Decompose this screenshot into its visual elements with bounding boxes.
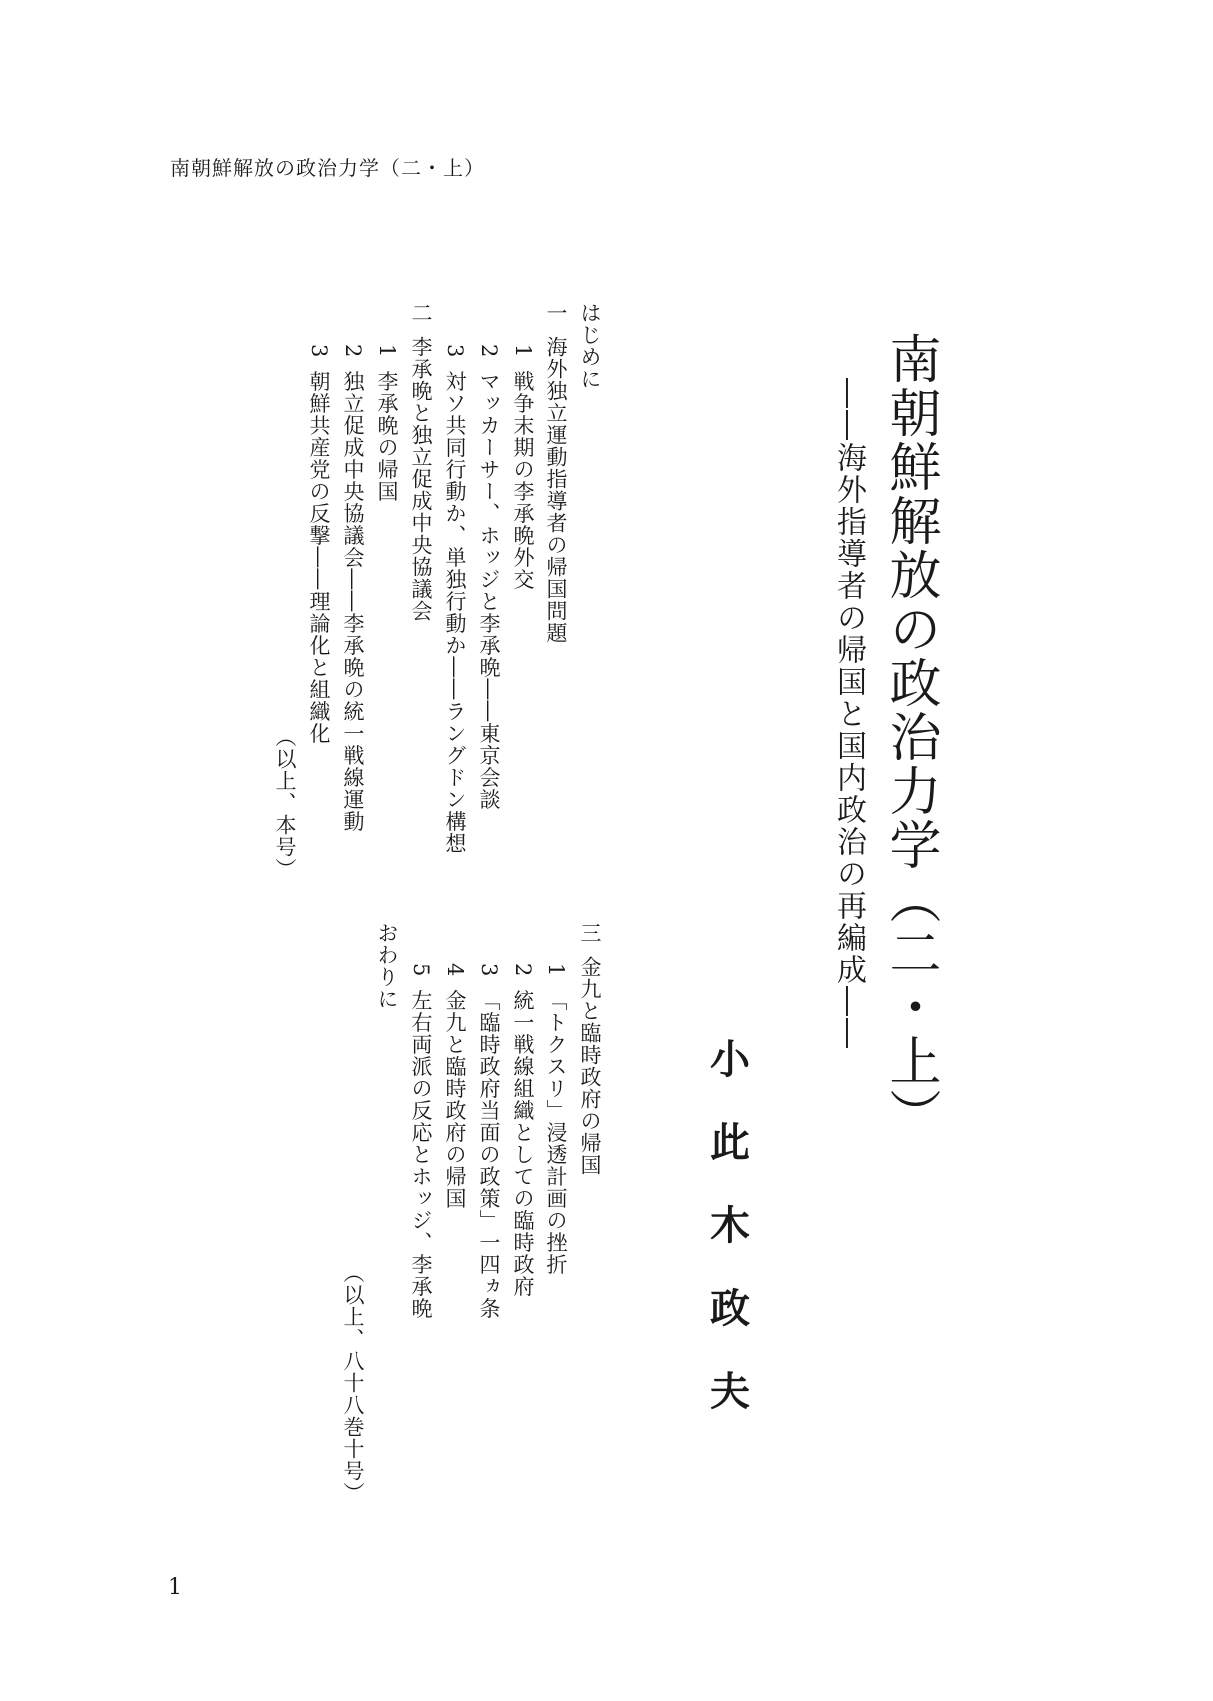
toc-text: マッカーサー、ホッジと李承晩――東京会談 bbox=[477, 370, 501, 811]
toc-num: 二 bbox=[409, 302, 433, 324]
toc-num: 3 bbox=[443, 344, 467, 359]
toc-note bbox=[268, 726, 302, 880]
toc-num: 1 bbox=[544, 963, 568, 978]
toc-entry bbox=[438, 963, 472, 1209]
toc-text: おわりに bbox=[375, 922, 399, 1010]
author-char: 小 bbox=[710, 1036, 750, 1083]
toc-text: 李承晩と独立促成中央協議会 bbox=[409, 336, 433, 622]
toc-entry bbox=[472, 344, 506, 810]
toc-entry bbox=[573, 922, 607, 1176]
toc-entry bbox=[438, 344, 472, 854]
article-title: 南朝鮮解放の政治力学（二・上） bbox=[880, 332, 940, 1142]
toc-text: 金九と臨時政府の帰国 bbox=[443, 989, 467, 1210]
toc-entry bbox=[539, 302, 573, 644]
toc-entry bbox=[336, 344, 370, 832]
toc-text: 海外独立運動指導者の帰国問題 bbox=[544, 336, 568, 644]
toc-num: 1 bbox=[375, 344, 399, 359]
toc-entry bbox=[370, 344, 404, 502]
toc-note bbox=[336, 1262, 370, 1504]
toc-num: 4 bbox=[443, 963, 467, 978]
toc-text: （以上、本号） bbox=[273, 726, 297, 880]
toc-entry bbox=[370, 922, 404, 1010]
toc-num: 3 bbox=[307, 344, 331, 359]
author-char: 政 bbox=[710, 1285, 750, 1332]
toc-text: 「臨時政府当面の政策」一四ヵ条 bbox=[477, 989, 501, 1320]
toc-text: 独立促成中央協議会――李承晩の統一戦線運動 bbox=[341, 370, 365, 833]
toc-text: 朝鮮共産党の反撃――理論化と組織化 bbox=[307, 370, 331, 745]
toc-num: 2 bbox=[341, 344, 365, 359]
toc-text: 統一戦線組織としての臨時政府 bbox=[511, 989, 535, 1298]
author-name bbox=[700, 1018, 760, 1433]
toc-entry bbox=[506, 344, 540, 590]
article-subtitle: ――海外指導者の帰国と国内政治の再編成―― bbox=[831, 378, 866, 1050]
toc-entry bbox=[404, 302, 438, 622]
toc-text: （以上、八十八巻十号） bbox=[341, 1262, 365, 1504]
toc-num: 5 bbox=[409, 963, 433, 978]
toc-entry bbox=[302, 344, 336, 744]
toc-entry bbox=[573, 302, 607, 390]
toc-text: 李承晩の帰国 bbox=[375, 370, 399, 503]
author-char: 夫 bbox=[710, 1368, 750, 1415]
toc-text: 金九と臨時政府の帰国 bbox=[578, 956, 602, 1176]
toc-entry bbox=[539, 963, 573, 1275]
toc-text: 戦争末期の李承晩外交 bbox=[511, 370, 535, 591]
toc-entry bbox=[404, 963, 438, 1319]
toc-num: 1 bbox=[511, 344, 535, 359]
toc-entry bbox=[506, 963, 540, 1297]
toc-num: 3 bbox=[477, 963, 501, 978]
page-number: 1 bbox=[168, 1575, 182, 1600]
toc-entry bbox=[472, 963, 506, 1319]
author-char: 此 bbox=[710, 1119, 750, 1166]
author-char: 木 bbox=[710, 1202, 750, 1249]
toc-text: 「トクスリ」浸透計画の挫折 bbox=[544, 989, 568, 1276]
toc-num: 2 bbox=[477, 344, 501, 359]
toc-num: 三 bbox=[578, 922, 602, 944]
toc-text: 対ソ共同行動か、単独行動か――ラングドン構想 bbox=[443, 370, 467, 855]
toc-num: 一 bbox=[544, 302, 568, 324]
toc-num: 2 bbox=[511, 963, 535, 978]
running-head: 南朝鮮解放の政治力学（二・上） bbox=[170, 156, 485, 180]
toc-text: はじめに bbox=[578, 302, 602, 390]
toc-text: 左右両派の反応とホッジ、李承晩 bbox=[409, 989, 433, 1320]
